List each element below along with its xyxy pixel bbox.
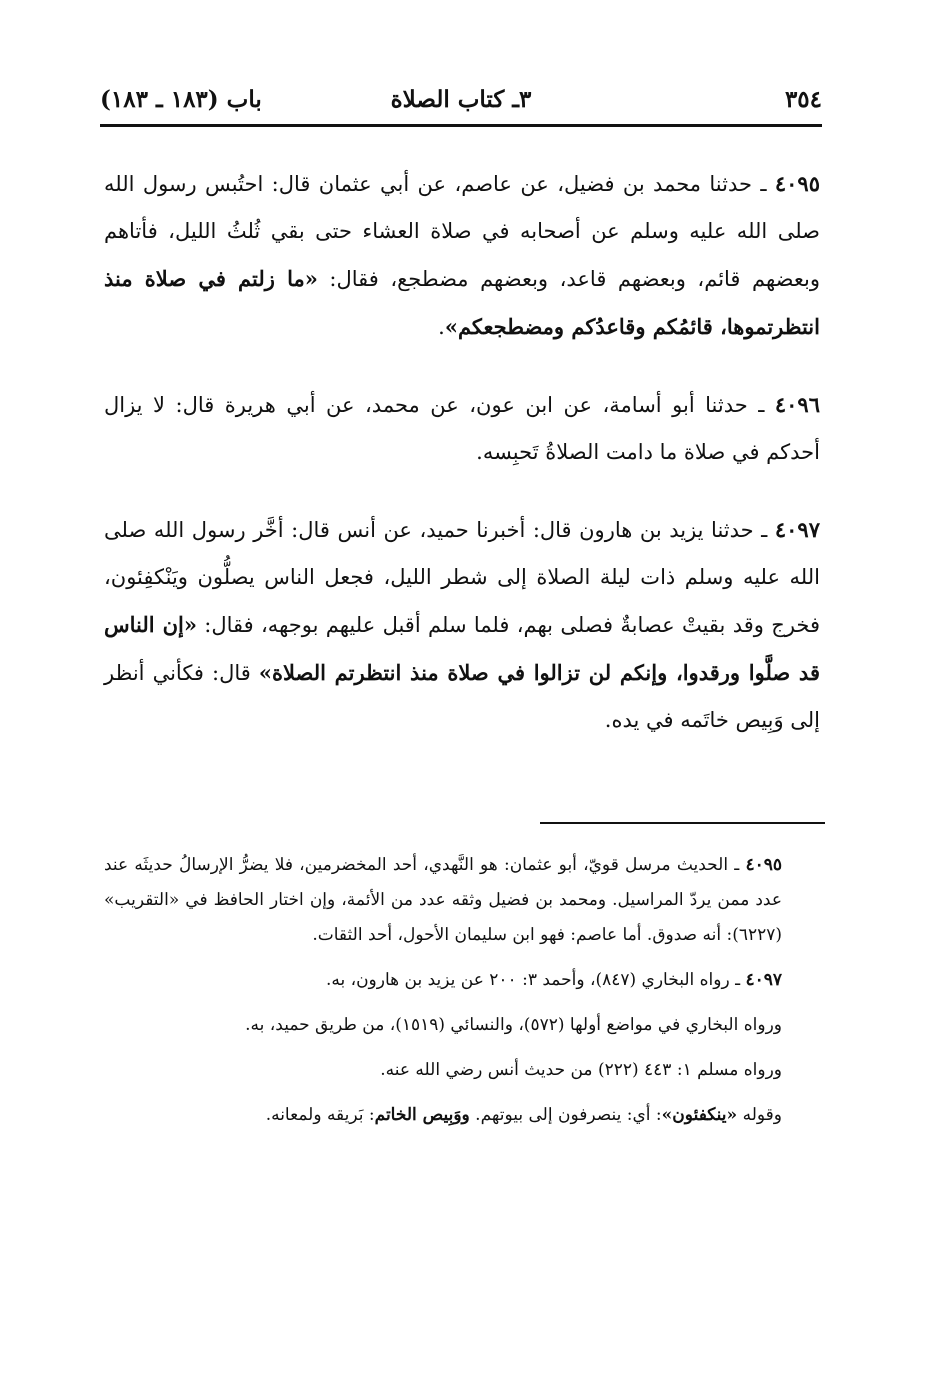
book-title: ٣ـ كتاب الصلاة xyxy=(390,86,532,113)
footnotes xyxy=(104,848,820,1143)
footnote-4097 xyxy=(104,963,820,998)
footnote-glossary xyxy=(104,1098,820,1133)
footnote-bukhari-nasai: ورواه البخاري في مواضع أولها (٥٧٢)، والنسائي (١٥١٩)، من طريق حميد، به. xyxy=(245,1015,782,1035)
footnote-text: ـ الحديث مرسل قويّ، أبو عثمان: هو النَّهدي، أحد المخضرمين، فلا يضرُّ الإرسالُ حديثَه عند عدد ممن يردّ المراسيل. ومحمد بن فضيل وثقه عدد من الأئمة، وإن اختار الحافظ في «التقريب» (٦٢٢٧): أنه صدوق. أما عاصم: فهو ابن سليمان الأحول، أحد الثقات. xyxy=(104,855,782,945)
hadith-number: ٤٠٩٦ xyxy=(774,392,820,417)
hadith-text: ـ حدثنا يزيد بن هارون قال: أخبرنا حميد، عن أنس قال: أخَّر رسول الله صلى الله عليه وسلم ذات ليلة الصلاة إلى شطر الليل، فجعل الناس يصلُّون ويَنْكفِئون، فخرج وقد بقيتْ عصابةٌ فصلى بهم، فلما سلم أقبل عليهم بوجهه، فقال: xyxy=(104,518,821,637)
header-rule xyxy=(100,124,822,127)
page-number: ٣٥٤ xyxy=(784,86,822,113)
hadith-number: ٤٠٩٧ xyxy=(774,517,820,542)
hadith-4095 xyxy=(104,160,820,351)
glossary-term: ووَبِيص الخاتم xyxy=(374,1105,470,1125)
page-header xyxy=(100,80,822,122)
hadith-number: ٤٠٩٥ xyxy=(774,171,820,196)
footnote-number: ٤٠٩٧ xyxy=(745,970,782,990)
hadith-tail: قال: فكأني أنظر إلى وَبِيص خاتَمه في يده. xyxy=(104,661,820,732)
footnote-rule xyxy=(540,822,825,824)
glossary-text: : بَريقه ولمعانه. xyxy=(265,1105,375,1125)
hadith-tail: . xyxy=(438,315,445,339)
hadith-quote: «إن الناس قد صلَّوا ورقدوا، وإنكم لن تزالوا في صلاة منذ انتظرتم الصلاة» xyxy=(104,612,820,685)
hadith-4097 xyxy=(104,506,820,744)
footnote-number: ٤٠٩٥ xyxy=(745,855,782,875)
hadith-4096 xyxy=(104,381,820,476)
footnote-text: ـ رواه البخاري (٨٤٧)، وأحمد ٣: ٢٠٠ عن يزيد بن هارون، به. xyxy=(325,970,746,990)
footnote-4095 xyxy=(104,848,820,953)
chapter-heading: باب (١٨٣ ـ ١٨٣) xyxy=(100,86,262,113)
glossary-text: : أي: ينصرفون إلى بيوتهم. xyxy=(469,1105,662,1125)
hadith-quote: «ما زلتم في صلاة منذ انتظرتموها، قائمُكم وقاعدُكم ومضطجعكم» xyxy=(104,266,820,339)
glossary-prefix: وقوله xyxy=(737,1105,782,1125)
main-text xyxy=(104,160,820,744)
footnote-muslim: ورواه مسلم ١: ٤٤٣ (٢٢٢) من حديث أنس رضي الله عنه. xyxy=(380,1060,782,1080)
glossary-term: «ينكفئون» xyxy=(661,1105,738,1125)
hadith-text: ـ حدثنا محمد بن فضيل، عن عاصم، عن أبي عثمان قال: احتُبس رسول الله صلى الله عليه وسلم عن أصحابه في صلاة العشاء حتى بقي ثُلثُ الليل، فأتاهم وبعضهم قائم، وبعضهم قاعد، وبعضهم مضطجع، فقال: xyxy=(104,172,820,291)
hadith-text: ـ حدثنا أبو أسامة، عن ابن عون، عن محمد، عن أبي هريرة قال: لا يزال أحدكم في صلاة ما دامت الصلاةُ تَحبِسه. xyxy=(104,393,820,464)
